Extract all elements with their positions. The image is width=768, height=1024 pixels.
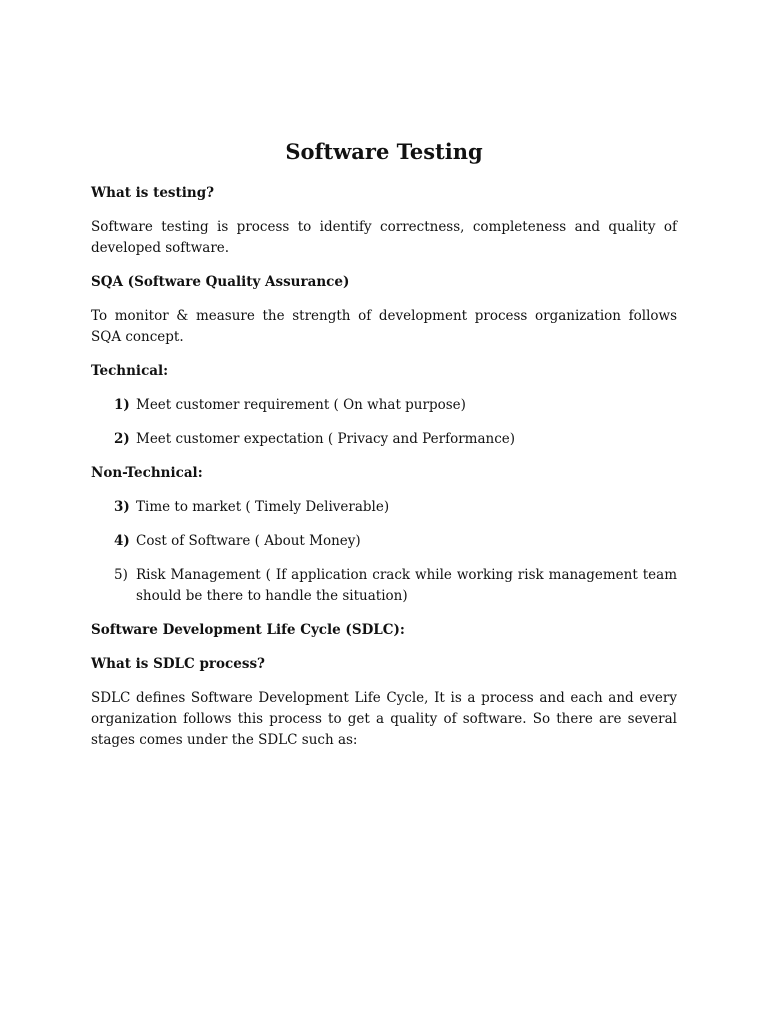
list-item-text: Meet customer requirement ( On what purpose) (136, 397, 466, 413)
list-number-text: 1) (114, 397, 130, 413)
list-item-text: Risk Management ( If application crack while working risk management team should be there to handle the situation) (136, 567, 677, 604)
list-item-non-technical-4 (91, 531, 677, 552)
heading-non-technical: Non-Technical: (91, 465, 203, 481)
list-item-non-technical-3 (91, 497, 677, 518)
list-number (91, 429, 136, 450)
list-item-text: Cost of Software ( About Money) (136, 533, 361, 549)
heading-sdlc-process: What is SDLC process? (91, 656, 265, 672)
list-number (91, 497, 136, 518)
paragraph-what-is-testing: Software testing is process to identify correctness, completeness and quality of developed software. (91, 219, 677, 256)
heading-what-is-testing: What is testing? (91, 185, 215, 201)
list-item-text: Time to market ( Timely Deliverable) (136, 499, 390, 515)
list-number (91, 565, 136, 607)
list-item-technical-1 (91, 395, 677, 416)
list-number-text: 3) (114, 499, 130, 515)
document-title: Software Testing (285, 139, 483, 164)
list-number-text: 4) (114, 533, 130, 549)
list-number-text: 5) (114, 567, 128, 583)
list-item-text: Meet customer expectation ( Privacy and Performance) (136, 431, 516, 447)
document-page (91, 138, 677, 764)
list-number (91, 395, 136, 416)
list-number-text: 2) (114, 431, 130, 447)
paragraph-sqa: To monitor & measure the strength of development process organization follows SQA concept. (91, 308, 677, 345)
heading-sdlc: Software Development Life Cycle (SDLC): (91, 622, 405, 638)
list-item-technical-2 (91, 429, 677, 450)
list-item-non-technical-5 (91, 565, 677, 607)
paragraph-sdlc-process: SDLC defines Software Development Life Cycle, It is a process and each and every organization follows this process to get a quality of software. So there are several stages comes under the SDLC such as: (91, 690, 677, 748)
heading-technical: Technical: (91, 363, 169, 379)
list-number (91, 531, 136, 552)
heading-sqa: SQA (Software Quality Assurance) (91, 274, 350, 290)
